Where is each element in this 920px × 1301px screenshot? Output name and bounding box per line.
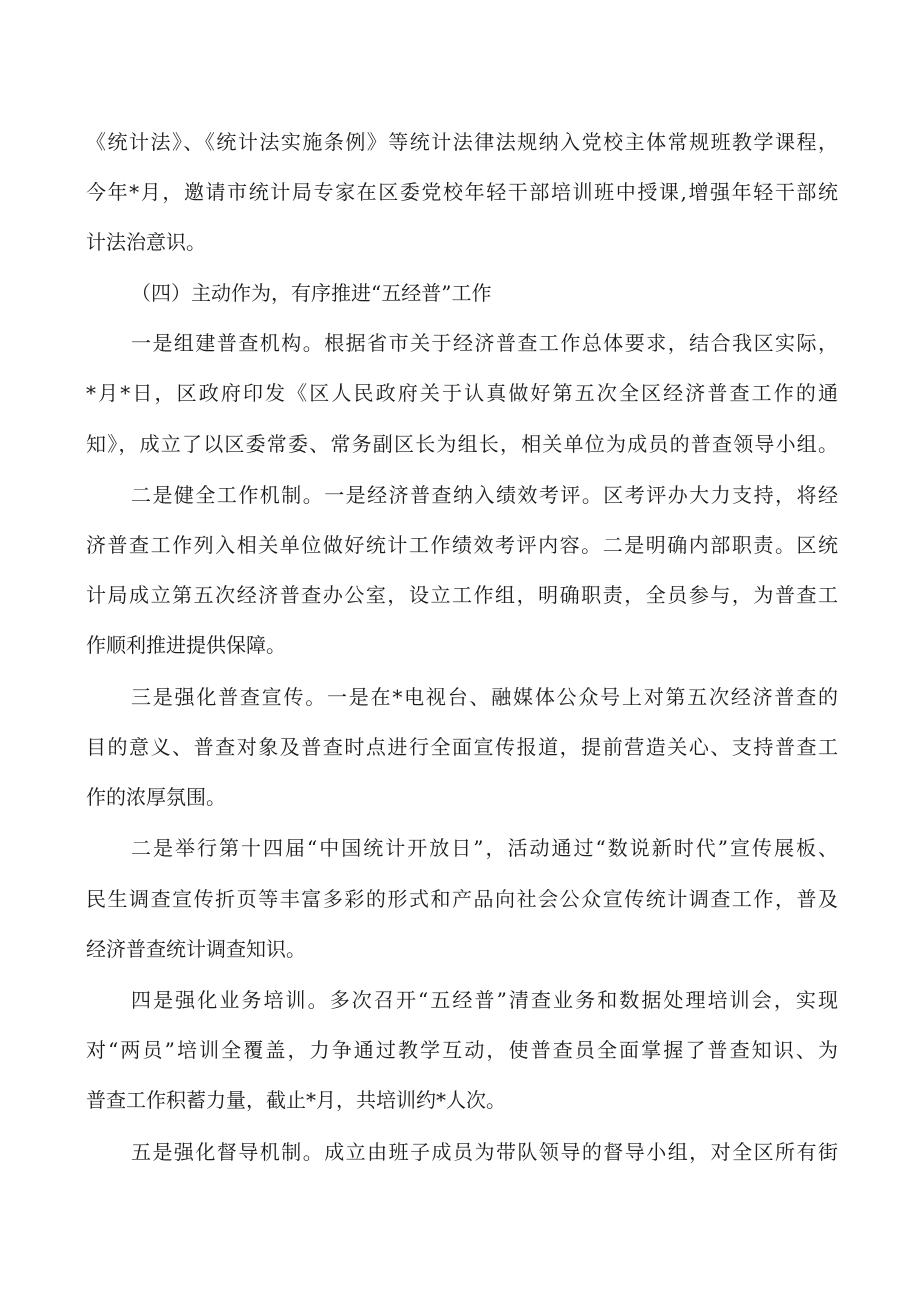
para5-line-2: 民生调查宣传折页等丰富多彩的形式和产品向社会公众宣传统计调查工作，普及: [86, 887, 838, 911]
para4-line-2: 目的意义、普查对象及普查时点进行全面宣传报道，提前营造关心、支持普查工: [86, 735, 838, 759]
para3-line-4: 作顺利推进提供保障。: [86, 633, 286, 657]
para5-line-3: 经济普查统计调查知识。: [86, 937, 306, 961]
para3-line-3: 计局成立第五次经济普查办公室，设立工作组，明确职责，全员参与，为普查工: [86, 583, 838, 607]
para7-line-1: 五是强化督导机制。成立由班子成员为带队领导的督导小组，对全区所有街: [131, 1140, 838, 1164]
para6-line-1: 四是强化业务培训。多次召开“五经普”清查业务和数据处理培训会，实现: [131, 988, 838, 1012]
para1-line-2: 今年*月，邀请市统计局专家在区委党校年轻干部培训班中授课,增强年轻干部统: [86, 180, 838, 204]
para1-line-1: 《统计法》、《统计法实施条例》等统计法律法规纳入党校主体常规班教学课程，: [86, 130, 838, 154]
para6-line-2: 对“两员”培训全覆盖，力争通过教学互动，使普查员全面掌握了普查知识、为: [86, 1038, 838, 1062]
para2-line-2: *月*日，区政府印发《区人民政府关于认真做好第五次全区经济普查工作的通: [86, 381, 838, 405]
para4-line-3: 作的浓厚氛围。: [86, 785, 226, 809]
para6-line-3: 普查工作积蓄力量，截止*月，共培训约*人次。: [86, 1088, 506, 1112]
para2-line-1: 一是组建普查机构。根据省市关于经济普查工作总体要求，结合我区实际，: [131, 331, 838, 355]
section-heading-4: （四）主动作为，有序推进“五经普”工作: [131, 281, 492, 305]
para2-line-3: 知》，成立了以区委常委、常务副区长为组长，相关单位为成员的普查领导小组。: [86, 432, 838, 456]
para3-line-1: 二是健全工作机制。一是经济普查纳入绩效考评。区考评办大力支持，将经: [131, 483, 838, 507]
para4-line-1: 三是强化普查宣传。一是在*电视台、融媒体公众号上对第五次经济普查的: [131, 685, 838, 709]
para1-line-3: 计法治意识。: [86, 230, 206, 254]
para3-line-2: 济普查工作列入相关单位做好统计工作绩效考评内容。二是明确内部职责。区统: [86, 533, 838, 557]
para5-line-1: 二是举行第十四届“中国统计开放日”，活动通过“数说新时代”宣传展板、: [131, 836, 838, 860]
